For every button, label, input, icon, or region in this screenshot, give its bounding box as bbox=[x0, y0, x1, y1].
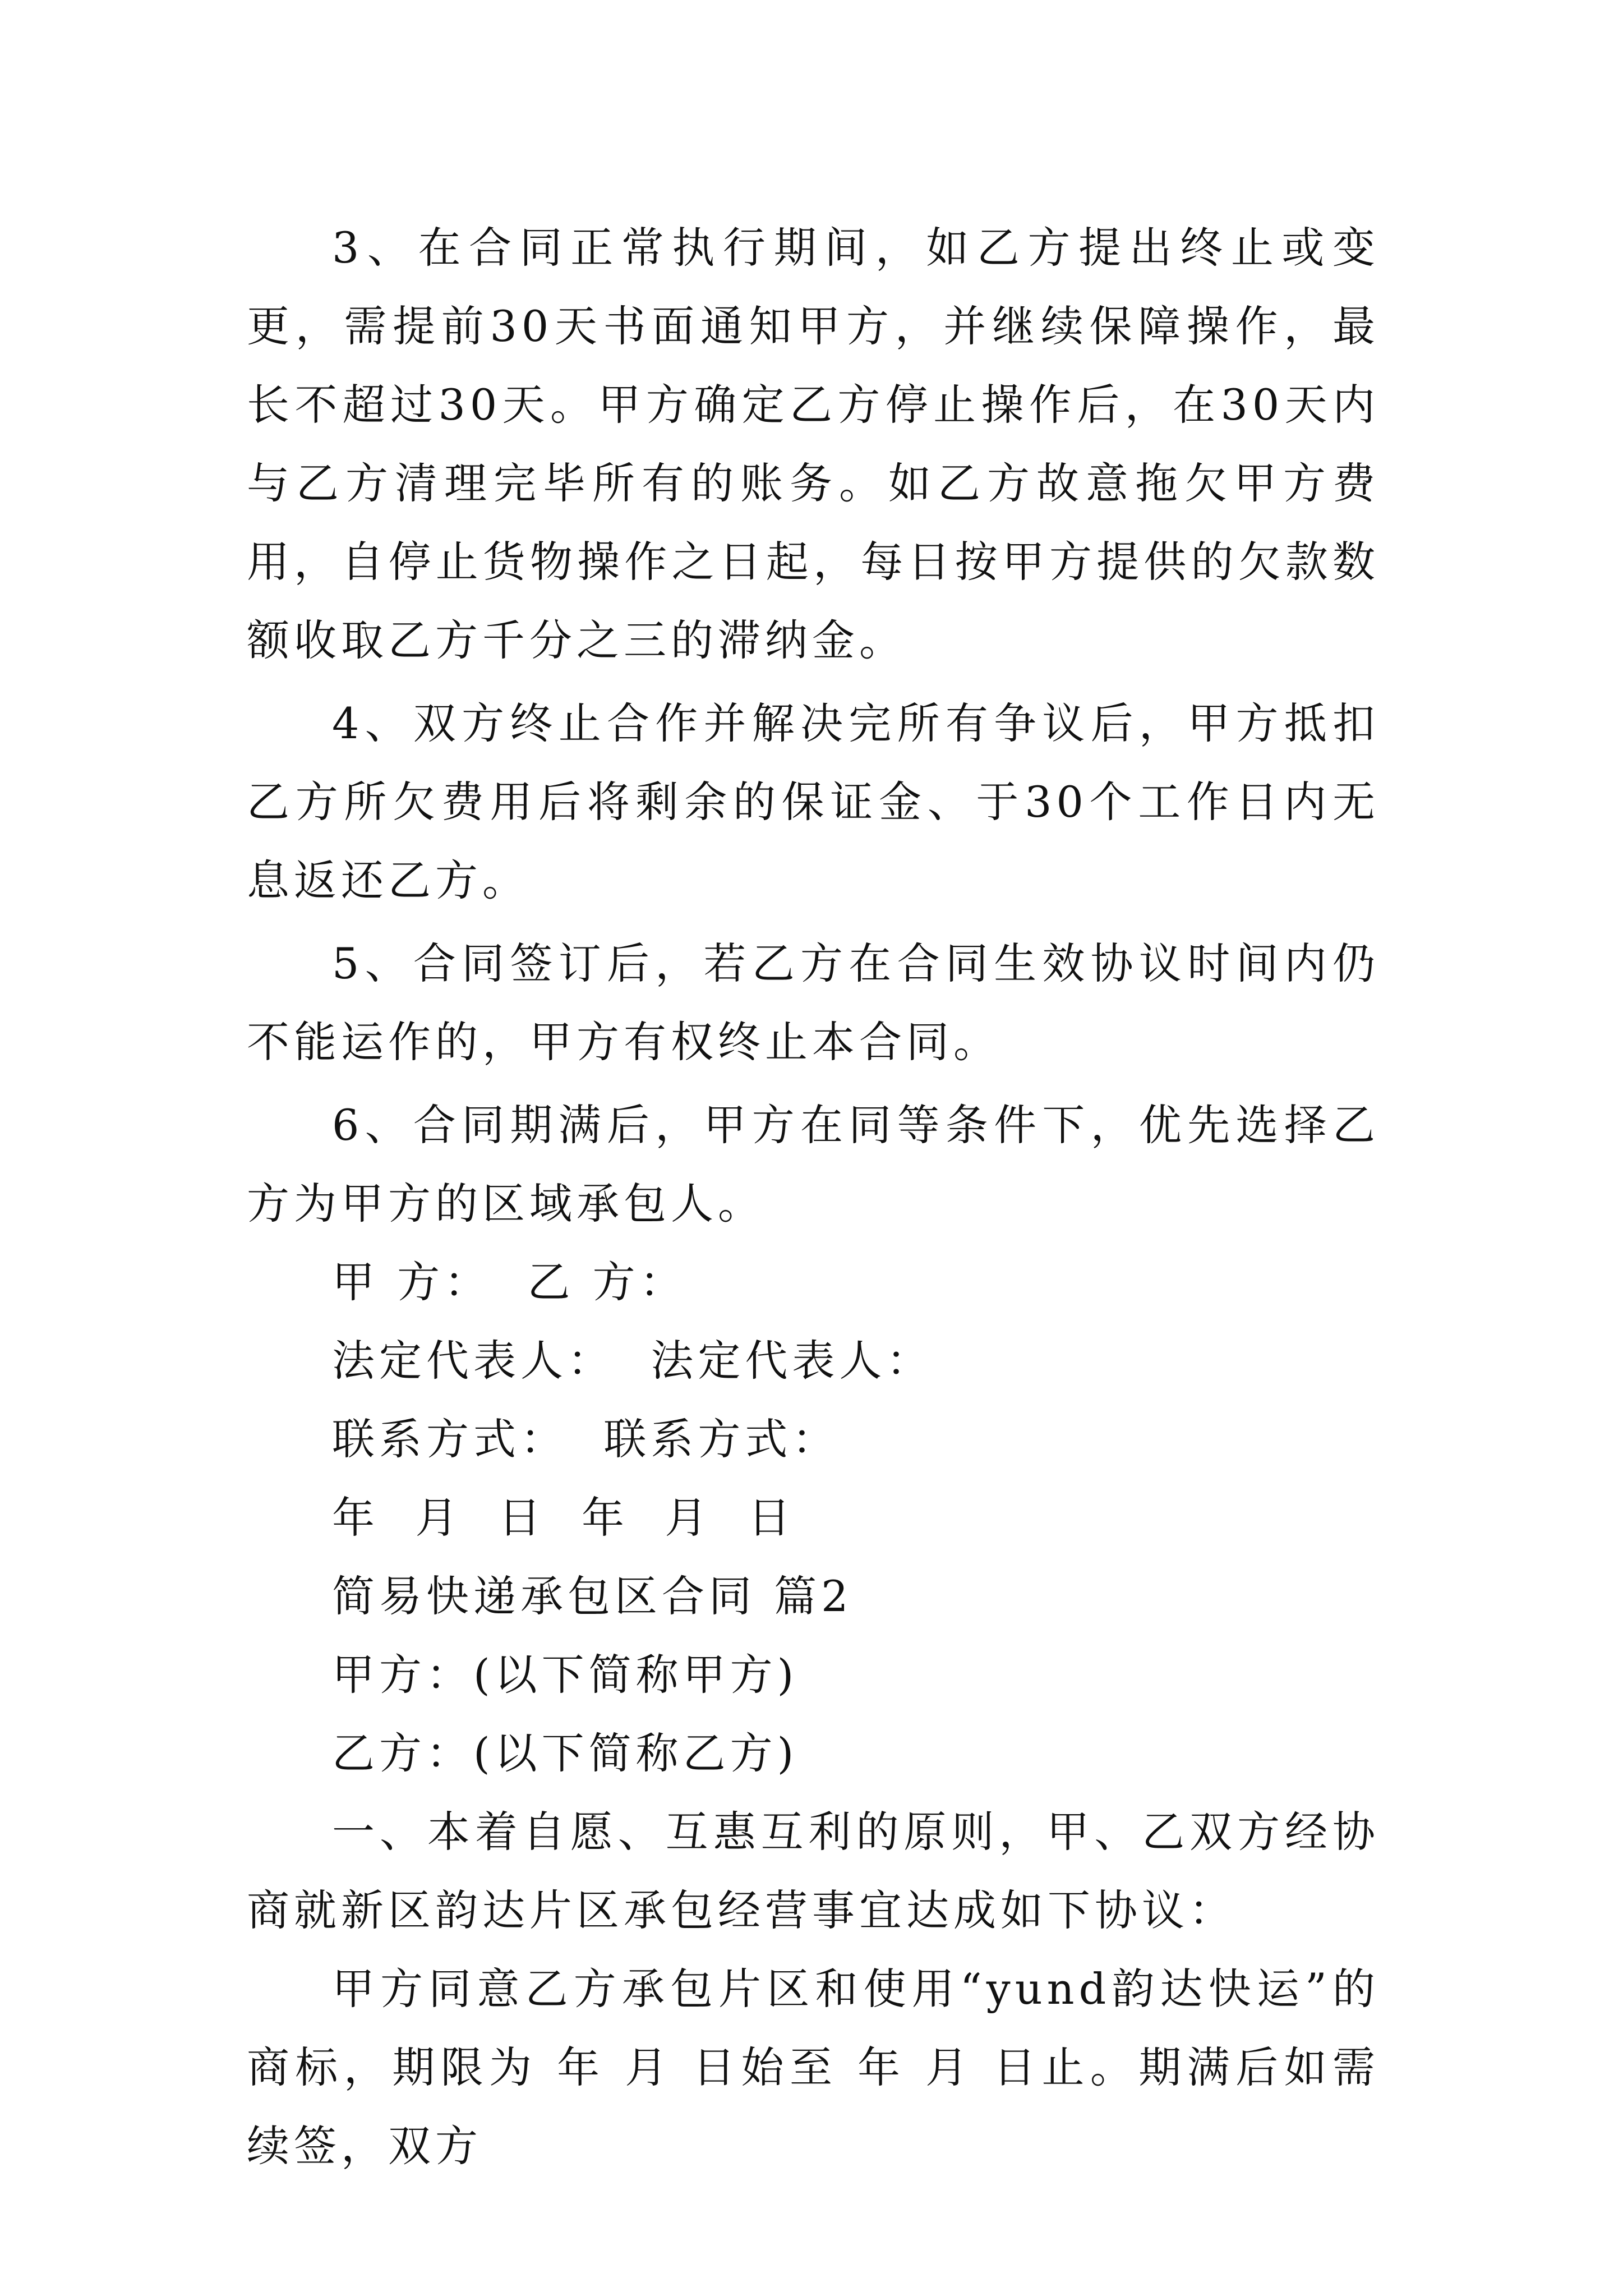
clause-6-paragraph: 6、合同期满后，甲方在同等条件下，优先选择乙方为甲方的区域承包人。 bbox=[247, 1100, 1380, 1228]
section-2-clause-1-detail-paragraph: 甲方同意乙方承包片区和使用“yund韵达快运”的商标，期限为 年 月 日始至 年 月 日止。期满后如需续签，双方 bbox=[247, 1964, 1380, 2171]
party-b-line: 乙方：(以下简称乙方) bbox=[332, 1728, 799, 1778]
section-2-clause-1-paragraph: 一、本着自愿、互惠互利的原则，甲、乙双方经协商就新区韵达片区承包经营事宜达成如下协议： bbox=[247, 1807, 1380, 1935]
clause-5-paragraph: 5、合同签订后，若乙方在合同生效协议时间内仍不能运作的，甲方有权终止本合同。 bbox=[247, 938, 1380, 1067]
party-a-line: 甲方：(以下简称甲方) bbox=[332, 1650, 799, 1700]
signature-dates-line: 年 月 日 年 月 日 bbox=[332, 1493, 795, 1543]
document-body bbox=[247, 209, 1380, 2185]
clause-3-paragraph: 3、在合同正常执行期间，如乙方提出终止或变更，需提前30天书面通知甲方，并继续保障操作，最长不超过30天。甲方确定乙方停止操作后，在30天内与乙方清理完毕所有的账务。如乙方故意拖欠甲方费用，自停止货物操作之日起，每日按甲方提供的欠款数额收取乙方千分之三的滞纳金。 bbox=[247, 223, 1380, 665]
clause-4-paragraph: 4、双方终止合作并解决完所有争议后，甲方抵扣乙方所欠费用后将剩余的保证金、于30个工作日内无息返还乙方。 bbox=[247, 698, 1380, 905]
signature-legal-reps-line: 法定代表人： 法定代表人： bbox=[332, 1336, 934, 1386]
signature-contacts-line: 联系方式： 联系方式： bbox=[332, 1414, 840, 1464]
section-2-title: 简易快递承包区合同 篇2 bbox=[332, 1571, 853, 1621]
signature-parties-line: 甲 方： 乙 方： bbox=[332, 1257, 687, 1307]
